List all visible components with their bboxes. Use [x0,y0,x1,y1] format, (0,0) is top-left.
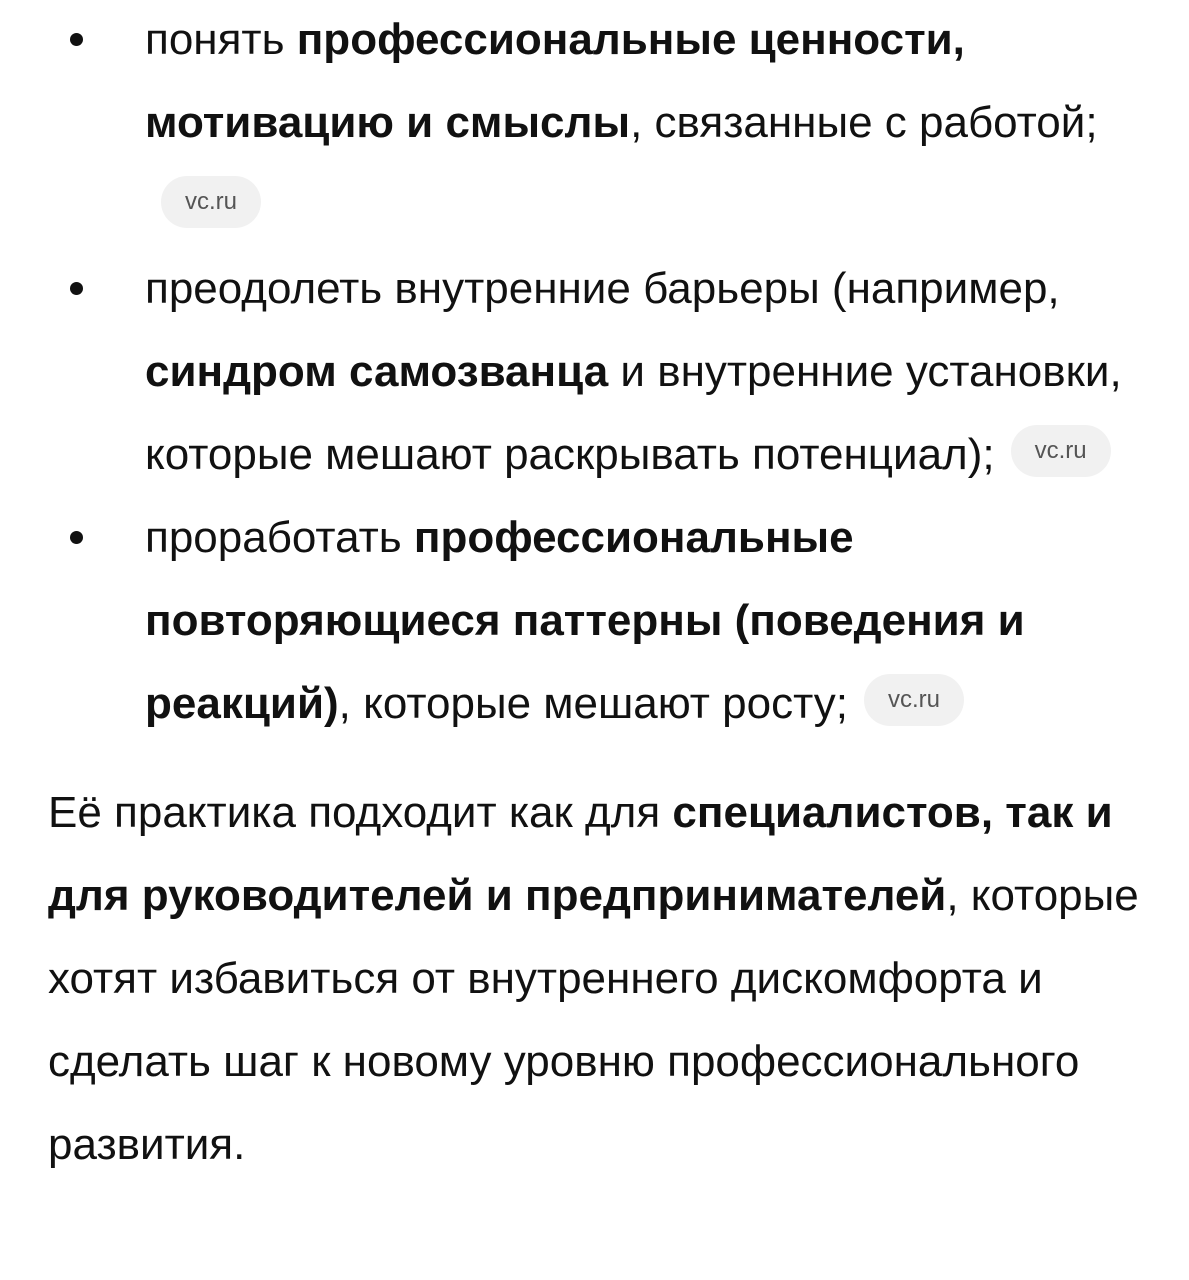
summary-paragraph [0,771,1189,1186]
list-item-text: и внутренние установки, которые мешают раскрывать потенциал); [145,347,1122,479]
source-link-chip[interactable]: vc.ru [161,176,261,228]
list-item [0,0,1189,247]
source-link-chip[interactable]: vc.ru [864,674,964,726]
list-item-text: понять [145,15,297,64]
list-item [0,496,1189,745]
list-item-text: преодолеть внутренние барьеры (например, [145,264,1060,313]
list-item-text: , связанные с работой; [630,98,1098,147]
bullet-dot-icon [70,282,83,295]
list-item-text: , которые мешают росту; [338,679,848,728]
list-item-bold-text: профессиональные повторяющиеся паттерны (поведения и реакций) [145,513,1025,728]
list-item-bold-text: синдром самозванца [145,347,609,396]
list-item-text: проработать [145,513,414,562]
paragraph-bold-text: специалистов, так и для руководителей и предпринимателей [48,788,1113,920]
source-link-chip[interactable]: vc.ru [1011,425,1111,477]
paragraph-text: , которые хотят избавиться от внутреннего дискомфорта и сделать шаг к новому уровню профессионального развития. [48,871,1139,1169]
list-item [0,247,1189,496]
bullet-dot-icon [70,531,83,544]
paragraph-text: Её практика подходит как для [48,788,673,837]
bullet-dot-icon [70,33,83,46]
list-item-bold-text: профессиональные ценности, мотивацию и смыслы [145,15,965,147]
